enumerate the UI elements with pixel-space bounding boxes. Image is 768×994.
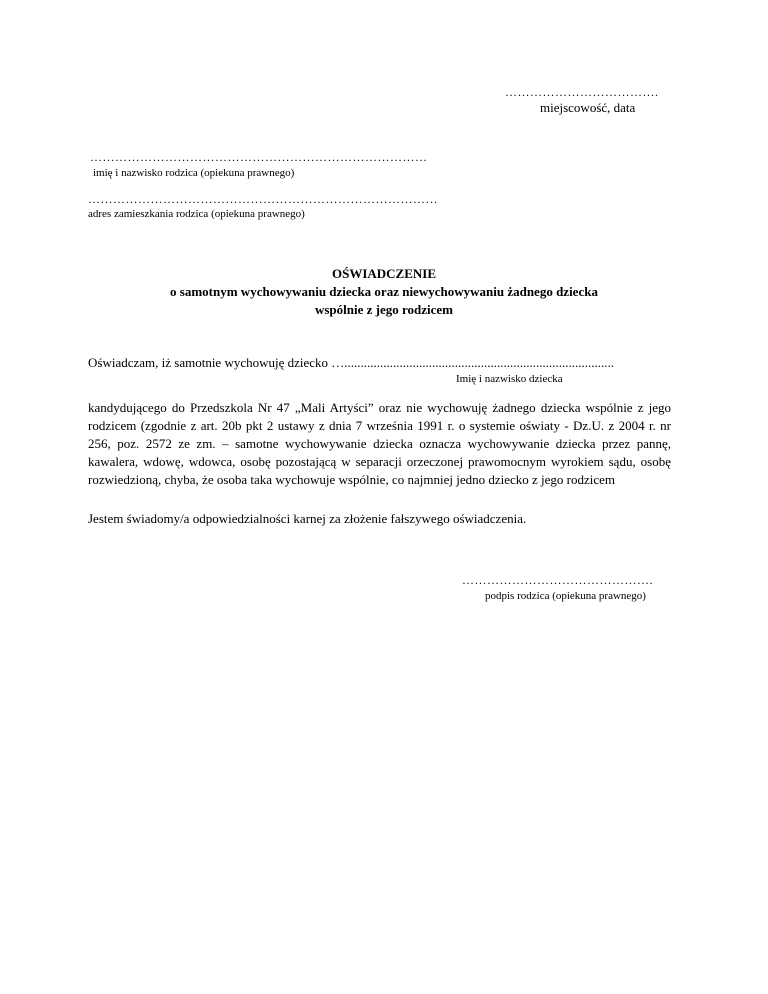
- body-paragraph: kandydującego do Przedszkola Nr 47 „Mali Artyści” oraz nie wychowuję żadnego dziecka wspólnie z jego rodzicem (zgodnie z art. 20b pkt 2 ustawy z dnia 7 września 1991 r. o systemie oświaty - Dz.U. z 2004 r. nr 256, poz. 2572 ze zm. – samotne wychowywanie dziecka oznacza wychowywanie dziecka przez pannę, kawalera, wdowę, wdowca, osobę pozostającą w separacji orzeczonej prawomocnym wyrokiem sądu, osobę rozwiedzioną, chyba, że osoba taka wychowuje wspólnie, co najmniej jedno dziecko z jego rodzicem: [88, 400, 671, 487]
- document-title: OŚWIADCZENIE: [331, 266, 437, 281]
- document-subtitle-line2: wspólnie z jego rodzicem: [314, 302, 454, 317]
- document-heading: [0, 265, 768, 319]
- place-date-dots: ……………………………….: [505, 85, 659, 99]
- parent-name-label: imię i nazwisko rodzica (opiekuna prawnego): [93, 167, 295, 179]
- child-name-label: Imię i nazwisko dziecka: [456, 373, 563, 385]
- parent-address-label: adres zamieszkania rodzica (opiekuna prawnego): [88, 208, 305, 220]
- parent-name-dots: ………………………………………………………………………: [90, 150, 428, 164]
- place-date-label: miejscowość, data: [540, 100, 636, 115]
- declaration-text: Oświadczam, iż samotnie wychowuję dziecko …...................................................................................: [88, 355, 615, 370]
- signature-dots: ……………………………………….: [462, 573, 653, 587]
- responsibility-statement: Jestem świadomy/a odpowiedzialności karnej za złożenie fałszywego oświadczenia.: [88, 511, 527, 526]
- document-subtitle-line1: o samotnym wychowywaniu dziecka oraz niewychowywaniu żadnego dziecka: [170, 284, 598, 299]
- parent-address-dots: …………………………………………………………………………: [88, 192, 438, 206]
- signature-label: podpis rodzica (opiekuna prawnego): [485, 590, 646, 602]
